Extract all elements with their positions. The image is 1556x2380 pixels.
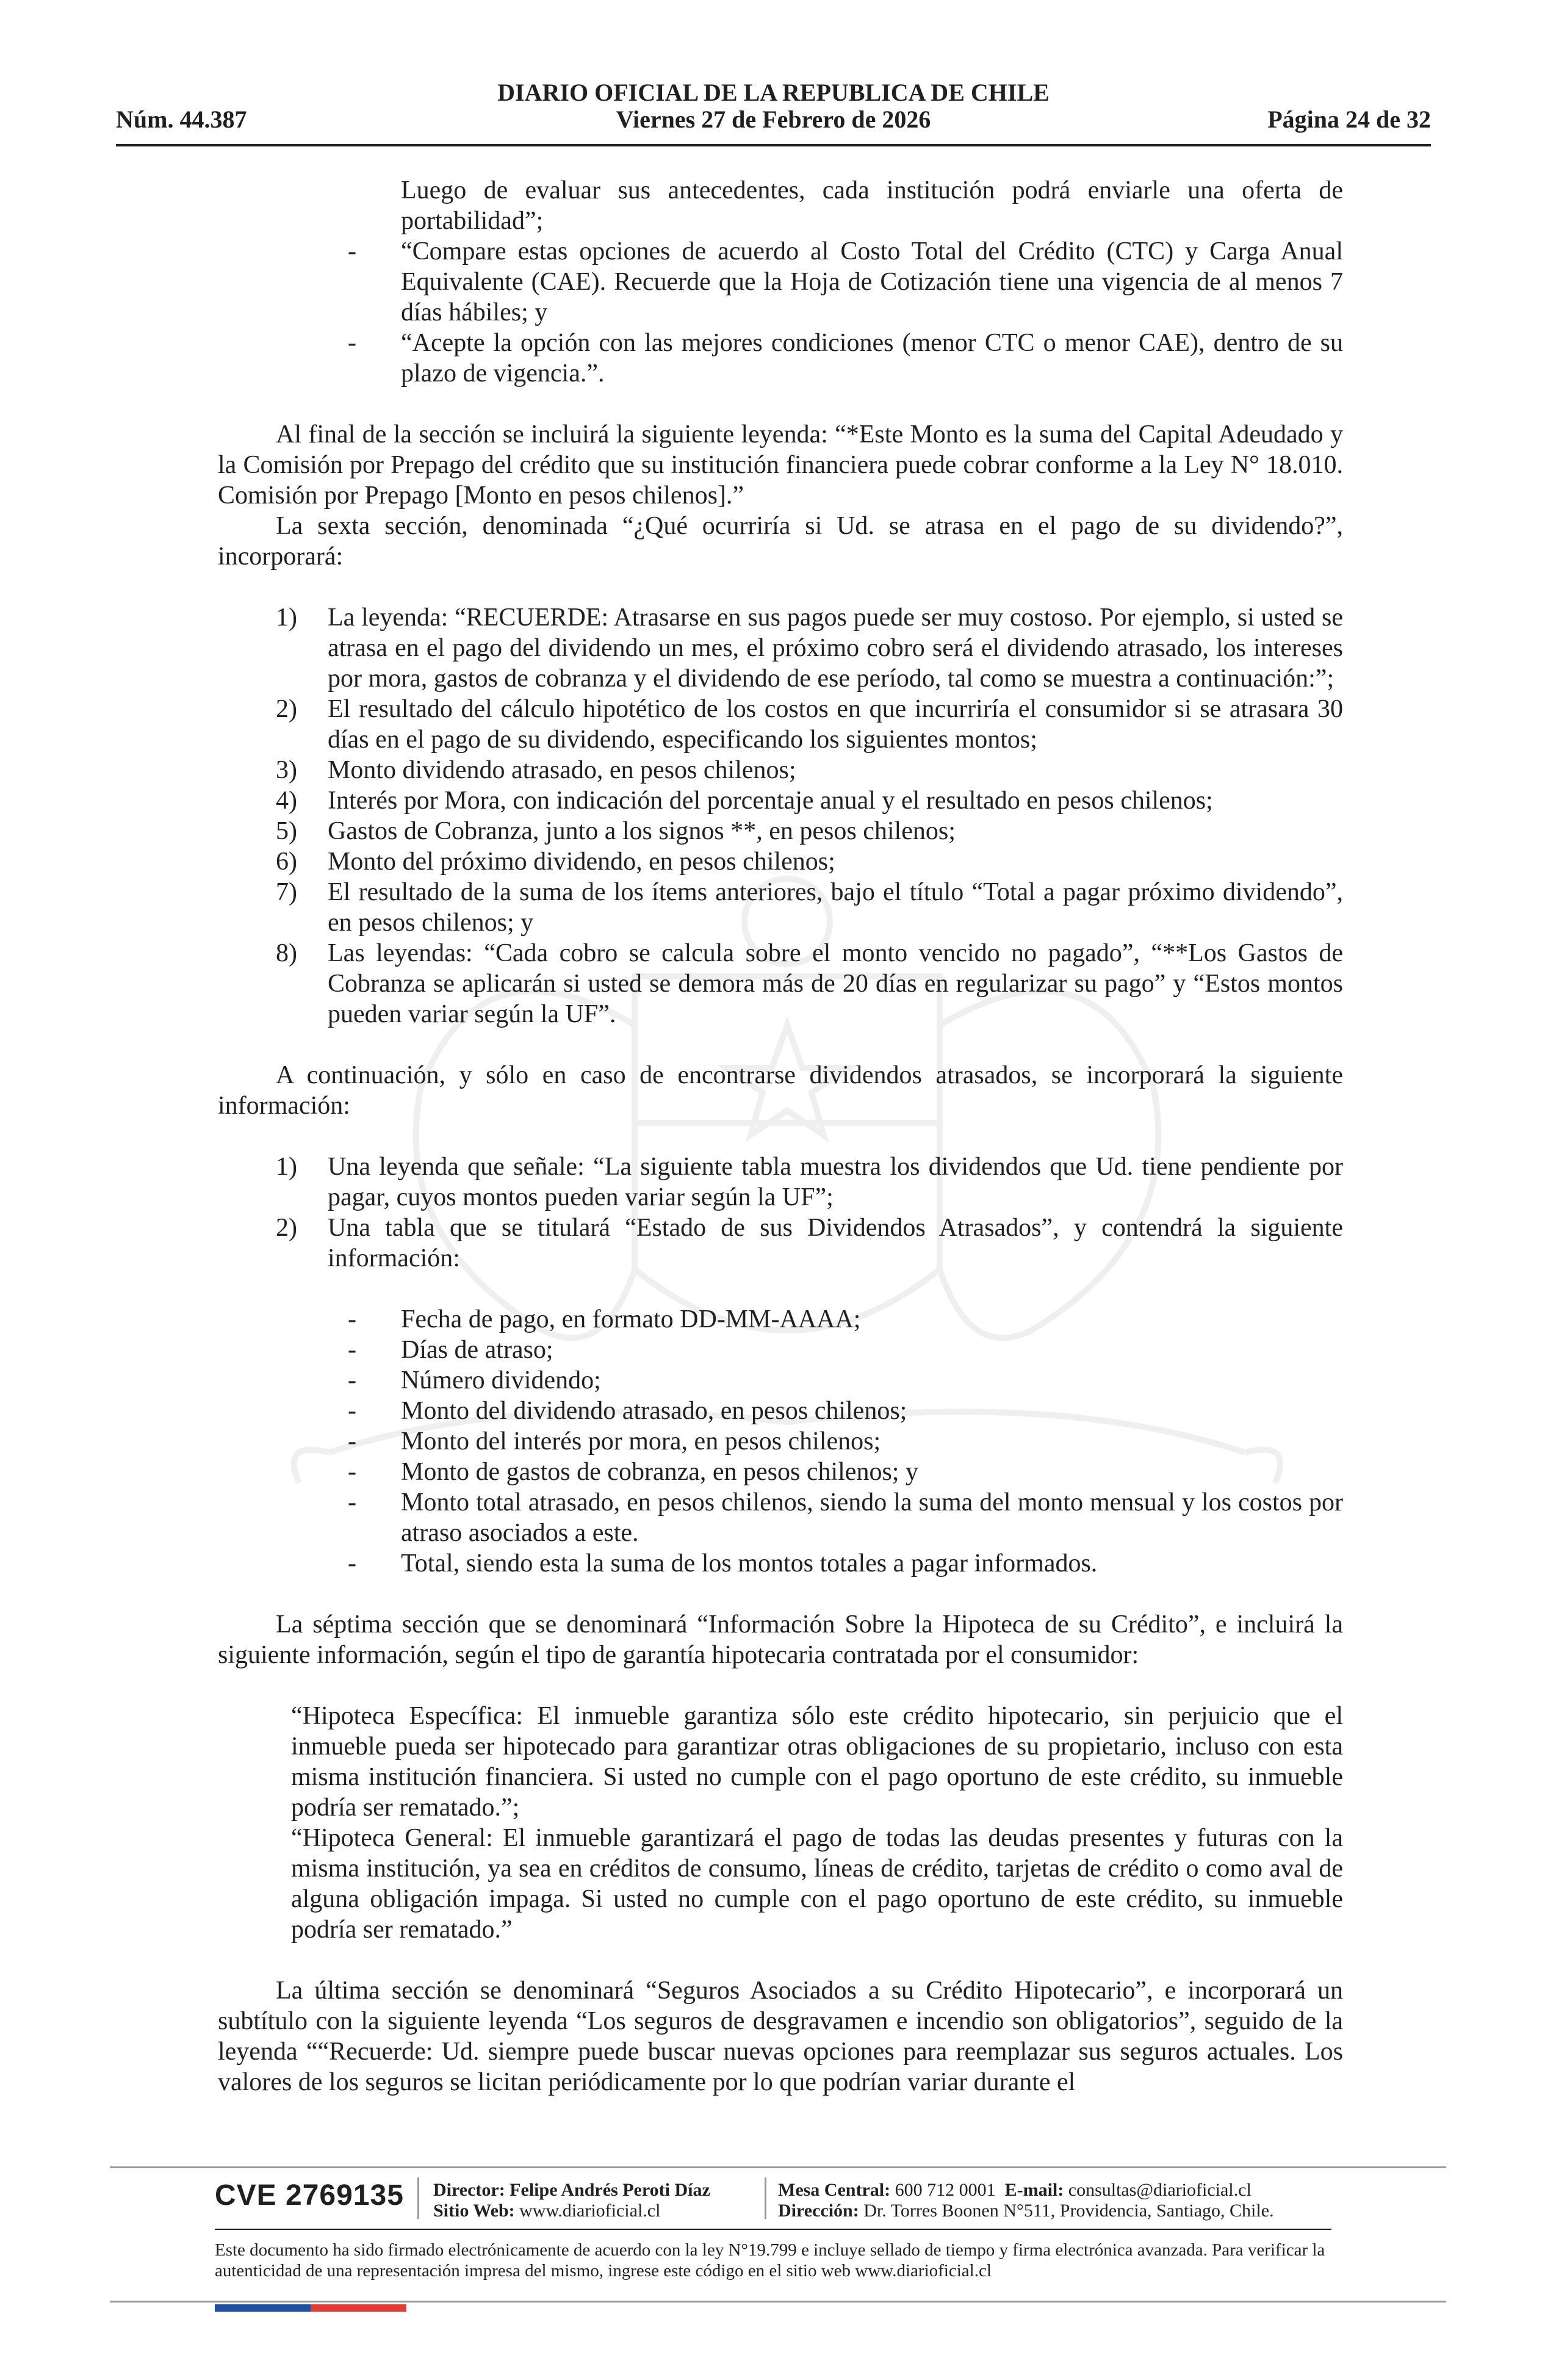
phone-number: 600 712 0001	[895, 2180, 996, 2200]
quote-hipoteca-general: “Hipoteca General: El inmueble garantizará el pago de todas las deudas presentes y futuras con la misma institución, ya sea en créditos de consumo, líneas de crédito, tarjetas de crédito o como aval de alguna obligación impaga. Si usted no cumple con el pago oportuno de este crédito, su inmueble podría ser rematado.”	[291, 1824, 1343, 1944]
paragraph: A continuación, y sólo en caso de encontrarse dividendos atrasados, se incorporará la siguiente información:	[218, 1061, 1343, 1120]
paragraph: Al final de la sección se incluirá la siguiente leyenda: “*Este Monto es la suma del Capital Adeudado y la Comisión por Prepago del crédito que su institución financiera puede cobrar conforme a la Ley N° 18.010. Comisión por Prepago [Monto en pesos chilenos].”	[218, 420, 1343, 510]
numbered-list-sexta	[218, 602, 1343, 1030]
issue-date: Viernes 27 de Febrero de 2026	[616, 106, 931, 133]
website-link[interactable]: www.diarioficial.cl	[519, 2201, 661, 2221]
list-item: 7) El resultado de la suma de los ítems anteriores, bajo el título “Total a pagar próximo dividendo”, en pesos chilenos; y	[276, 878, 1343, 937]
numbered-list-atrasados	[218, 1152, 1343, 1274]
dash-bullet: -	[348, 237, 356, 265]
list-item-text: “Compare estas opciones de acuerdo al Costo Total del Crédito (CTC) y Carga Anual Equivalente (CAE). Recuerde que la Hoja de Cotización tiene una vigencia de al menos 7 días hábiles; y	[401, 237, 1343, 326]
issue-number: Núm. 44.387	[116, 106, 247, 133]
list-item: - Monto del dividendo atrasado, en pesos chilenos;	[348, 1397, 907, 1425]
paragraph: La séptima sección que se denominará “Información Sobre la Hipoteca de su Crédito”, e incluirá la siguiente información, según el tipo de garantía hipotecaria contratada por el consumidor:	[218, 1610, 1343, 1669]
paragraph: Luego de evaluar sus antecedentes, cada institución podrá enviarle una oferta de portabilidad”;	[401, 176, 1343, 235]
list-item: - Monto de gastos de cobranza, en pesos chilenos; y	[348, 1458, 918, 1486]
flag-stripe-blue	[215, 2304, 311, 2312]
list-item: - Total, siendo esta la suma de los montos totales a pagar informados.	[348, 1549, 1098, 1578]
list-item: 1) Una leyenda que señale: “La siguiente tabla muestra los dividendos que Ud. tiene pendiente por pagar, cuyos montos pueden variar según la UF”;	[276, 1153, 1343, 1211]
footer-divider	[215, 2229, 1331, 2230]
paragraph: La sexta sección, denominada “¿Qué ocurriría si Ud. se atrasa en el pago de su dividendo?”, incorporará:	[218, 512, 1343, 571]
list-item: 2) El resultado del cálculo hipotético de los costos en que incurriría el consumidor si se atrasara 30 días en el pago de su dividendo, especificando los siguientes montos;	[276, 695, 1343, 754]
paragraph: La última sección se denominará “Seguros Asociados a su Crédito Hipotecario”, e incorporará un subtítulo con la siguiente leyenda “Los seguros de desgravamen e incendio son obligatorios”, seguido de la leyenda ““Recuerde: Ud. siempre puede buscar nuevas opciones para reemplazar sus seguros actuales. Los valores de los seguros se licitan periódicamente por lo que podrían variar durante el	[218, 1977, 1343, 2096]
list-item: 4) Interés por Mora, con indicación del porcentaje anual y el resultado en pesos chilenos;	[276, 787, 1213, 815]
list-item: 6) Monto del próximo dividendo, en pesos chilenos;	[276, 848, 835, 876]
footer-director-block: Director: Felipe Andrés Peroti Díaz Sitio Web: www.diarioficial.cl	[433, 2180, 710, 2221]
list-item: - Número dividendo;	[348, 1366, 601, 1394]
article-body	[218, 175, 1343, 2097]
newspaper-title: DIARIO OFICIAL DE LA REPUBLICA DE CHILE	[497, 79, 1050, 106]
footer-separator	[765, 2177, 766, 2219]
list-item: 5) Gastos de Cobranza, junto a los signos **, en pesos chilenos;	[276, 817, 956, 845]
footer-contact-block: Mesa Central: 600 712 0001 E-mail: consultas@diarioficial.cl Dirección: Dr. Torres Boonen N°511, Providencia, Santiago, Chile.	[778, 2180, 1274, 2221]
dash-bullet: -	[348, 329, 356, 357]
quote-hipoteca-especifica: “Hipoteca Específica: El inmueble garantiza sólo este crédito hipotecario, sin perjuicio que el inmueble pueda ser hipotecado para garantizar otras obligaciones de su propietario, incluso con esta misma institución financiera. Si usted no cumple con el pago oportuno de este crédito, su inmueble podría ser rematado.”;	[291, 1702, 1343, 1822]
list-item	[218, 328, 1343, 389]
email-link[interactable]: consultas@diarioficial.cl	[1068, 2180, 1252, 2200]
page-header	[116, 78, 1431, 146]
footer-separator	[417, 2177, 419, 2219]
list-item: - Monto total atrasado, en pesos chilenos, siendo la suma del monto mensual y los costos por atraso asociados a este.	[348, 1488, 1343, 1547]
signature-notice: Este documento ha sido firmado electrónicamente de acuerdo con la ley N°19.799 e incluye sellado de tiempo y firma electrónica avanzada. Para verificar la autenticidad de una representación impresa del mismo, ingrese este código en el sitio web www.diarioficial.cl	[215, 2240, 1325, 2281]
director-name: Felipe Andrés Peroti Díaz	[510, 2180, 710, 2200]
page-number: Página 24 de 32	[1267, 106, 1431, 133]
list-item: - Fecha de pago, en formato DD-MM-AAAA;	[348, 1305, 861, 1333]
footer-divider	[110, 2301, 1446, 2302]
list-item-text: “Acepte la opción con las mejores condiciones (menor CTC o menor CAE), dentro de su plazo de vigencia.”.	[401, 329, 1343, 388]
list-item: 1) La leyenda: “RECUERDE: Atrasarse en sus pagos puede ser muy costoso. Por ejemplo, si usted se atrasa en el pago del dividendo un mes, el próximo cobro será el dividendo atrasado, los intereses por mora, gastos de cobranza y el dividendo de ese período, tal como se muestra a continuación:”;	[276, 604, 1343, 693]
flag-stripe-red	[311, 2304, 406, 2312]
list-item: - Días de atraso;	[348, 1336, 553, 1364]
list-item: - Monto del interés por mora, en pesos chilenos;	[348, 1427, 881, 1455]
list-item: 2) Una tabla que se titulará “Estado de sus Dividendos Atrasados”, y contendrá la siguiente información:	[276, 1214, 1343, 1272]
footer-divider	[110, 2166, 1446, 2168]
address: Dr. Torres Boonen N°511, Providencia, Santiago, Chile.	[863, 2201, 1274, 2221]
cve-code: CVE 2769135	[215, 2179, 404, 2212]
dash-list-tabla	[218, 1304, 1343, 1579]
list-item: 3) Monto dividendo atrasado, en pesos chilenos;	[276, 756, 796, 784]
list-item	[218, 236, 1343, 328]
list-item: 8) Las leyendas: “Cada cobro se calcula sobre el monto vencido no pagado”, “**Los Gastos de Cobranza se aplicarán si usted se demora más de 20 días en regularizar su pago” y “Estos montos pueden variar según la UF”.	[276, 939, 1343, 1028]
